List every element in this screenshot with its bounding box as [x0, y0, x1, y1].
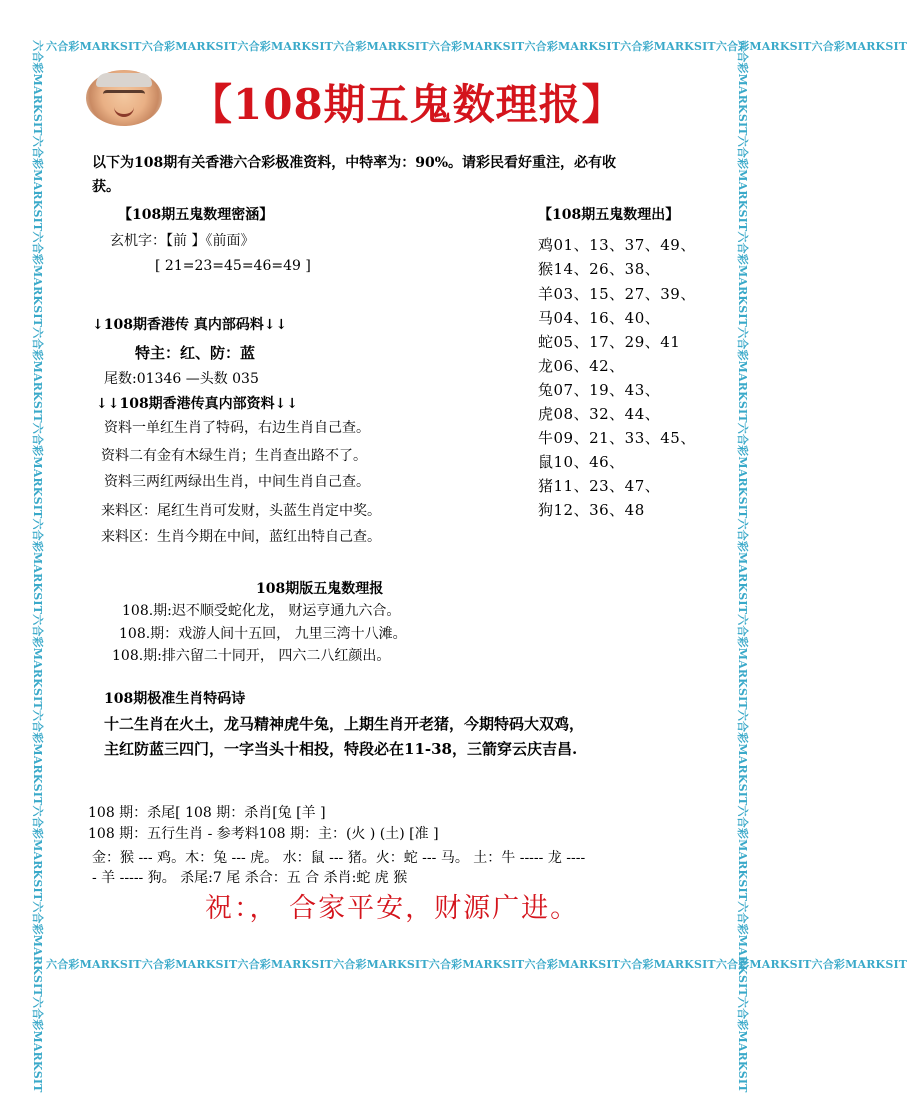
five-elements-line: 108 期：五行生肖 - 参考料108 期：主：(火 ) (土) [准 ]	[88, 826, 439, 842]
zodiac-row: 蛇05、17、29、41	[538, 333, 681, 351]
zodiac-row: 鸡01、13、37、49、	[538, 236, 696, 254]
zodiac-poem-line-2: 主红防蓝三四门，一字当头十相投，特段必在11-38，三箭穿云庆吉昌.	[104, 740, 578, 758]
zodiac-row: 龙06、42、	[538, 357, 625, 375]
zodiac-poem-line-1: 十二生肖在火土，龙马精神虎牛兔，上期生肖开老猪，今期特码大双鸡，	[104, 715, 585, 733]
avatar	[86, 70, 162, 126]
data-line-3: 资料三两红两绿出生肖，中间生肖自己查。	[104, 474, 370, 490]
watermark-top: 六合彩MARKSIT六合彩MARKSIT六合彩MARKSIT六合彩MARKSIT六合彩MARKSIT六合彩MARKSIT六合彩MARKSIT六合彩MARKSIT六合彩MARKSIT	[46, 40, 907, 53]
zodiac-row: 狗12、36、48	[538, 501, 645, 519]
source-line-2: 来料区：生肖今期在中间，蓝红出特自己查。	[101, 529, 381, 545]
zodiac-row: 羊03、15、27、39、	[538, 285, 696, 303]
elements-line-1: 金：猴 --- 鸡。木：兔 --- 虎。 水：鼠 --- 猪。火：蛇 --- 马。 土：牛 ----- 龙 ----	[92, 850, 586, 866]
poem-line-1: 108.期:迟不顺受蛇化龙， 财运亨通九六合。	[122, 603, 401, 619]
blessing: 祝：， 合家平安，财源广进。	[205, 893, 580, 924]
avatar-glasses	[103, 90, 145, 102]
intro-line-2: 获。	[92, 179, 120, 195]
zodiac-row: 虎08、32、44、	[538, 405, 661, 423]
inside-code-title: ↓108期香港传 真内部码料↓↓	[92, 317, 288, 333]
kill-line: 108 期：杀尾[ 108 期：杀肖[兔 [羊 ]	[88, 805, 326, 821]
zodiac-row: 兔07、19、43、	[538, 381, 661, 399]
data-line-2: 资料二有金有木绿生肖；生肖查出路不了。	[101, 448, 367, 464]
intro-line-1: 以下为108期有关香港六合彩极准资料，中特率为：90%。请彩民看好重注，必有收	[92, 155, 617, 171]
special-main: 特主：红、防：蓝	[135, 344, 256, 362]
zodiac-poem-title: 108期极准生肖特码诗	[104, 691, 246, 707]
zodiac-row: 猴14、26、38、	[538, 260, 661, 278]
secret-title: 【108期五鬼数理密涵】	[118, 207, 274, 223]
avatar-hair	[96, 73, 152, 87]
poem-line-2: 108.期：戏游人间十五回， 九里三湾十八滩。	[119, 626, 407, 642]
avatar-smile	[114, 106, 134, 117]
mystery-word: 玄机字：【前 】《前面》	[110, 233, 255, 249]
source-line-1: 来料区：尾红生肖可发财，头蓝生肖定中奖。	[101, 503, 381, 519]
zodiac-row: 牛09、21、33、45、	[538, 429, 696, 447]
zodiac-row: 鼠10、46、	[538, 453, 625, 471]
formula: [ 21=23=45=46=49 ]	[155, 258, 311, 274]
poem-line-3: 108.期:排六留二十同开， 四六二八红颜出。	[112, 648, 391, 664]
watermark-left: 六合彩MARKSIT六合彩MARKSIT六合彩MARKSIT六合彩MARKSIT六合彩MARKSIT六合彩MARKSIT六合彩MARKSIT六合彩MARKSIT六合彩MARKSIT六合彩MARKSIT六合彩MARKSIT	[31, 40, 44, 1093]
data-line-1: 资料一单红生肖了特码，右边生肖自己查。	[104, 420, 370, 436]
zodiac-row: 猪11、23、47、	[538, 477, 661, 495]
elements-line-2: - 羊 ----- 狗。 杀尾:7 尾 杀合：五 合 杀肖:蛇 虎 猴	[92, 870, 408, 886]
watermark-right: 六合彩MARKSIT六合彩MARKSIT六合彩MARKSIT六合彩MARKSIT六合彩MARKSIT六合彩MARKSIT六合彩MARKSIT六合彩MARKSIT六合彩MARKSIT六合彩MARKSIT六合彩MARKSIT	[736, 40, 749, 1093]
page-title: 【108期五鬼数理报】	[190, 80, 625, 129]
zodiac-numbers-title: 【108期五鬼数理出】	[538, 207, 680, 223]
poem-box-title: 108期版五鬼数理报	[256, 581, 384, 597]
zodiac-row: 马04、16、40、	[538, 309, 661, 327]
watermark-bottom: 六合彩MARKSIT六合彩MARKSIT六合彩MARKSIT六合彩MARKSIT六合彩MARKSIT六合彩MARKSIT六合彩MARKSIT六合彩MARKSIT六合彩MARKSIT	[46, 958, 907, 971]
inside-data-title: ↓↓108期香港传真内部资料↓↓	[96, 396, 299, 412]
tail-numbers: 尾数:01346 —头数 035	[104, 371, 259, 387]
